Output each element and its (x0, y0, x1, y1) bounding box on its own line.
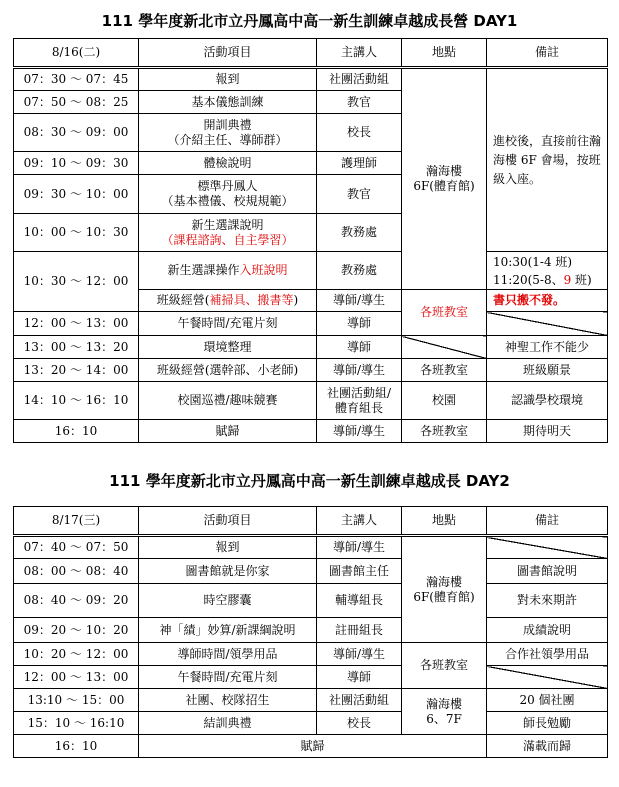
location-header: 地點 (402, 39, 487, 68)
time-cell: 07：40 ～ 07：50 (14, 536, 139, 559)
speaker-cell: 校長 (317, 712, 402, 735)
note-cell: 認識學校環境 (487, 382, 608, 420)
table-row (14, 536, 608, 559)
location-header: 地點 (402, 507, 487, 536)
activity-header: 活動項目 (139, 507, 317, 536)
table-row (14, 559, 608, 584)
time-cell: 13：00 ～ 13：20 (14, 336, 139, 359)
activity-cell: 基本儀態訓練 (139, 91, 317, 114)
speaker-cell: 導師/導生 (317, 359, 402, 382)
note-cell-empty (487, 666, 608, 689)
time-cell: 15：10 ～ 16:10 (14, 712, 139, 735)
activity-cell: 社團、校隊招生 (139, 689, 317, 712)
time-cell: 16：10 (14, 735, 139, 758)
table-row (14, 712, 608, 735)
activity-text: 新生選課操作 (167, 263, 240, 277)
time-cell: 10：20 ～ 12：00 (14, 643, 139, 666)
note-cell: 師長勉勵 (487, 712, 608, 735)
note-cell-empty (487, 312, 608, 336)
speaker-cell: 導師 (317, 666, 402, 689)
activity-cell: 校園巡禮/趣味競賽 (139, 382, 317, 420)
activity-cell: 圖書館就是你家 (139, 559, 317, 584)
table-row (14, 252, 608, 290)
note-cell (487, 252, 608, 290)
speaker-cell: 導師 (317, 336, 402, 359)
speaker-cell: 圖書館主任 (317, 559, 402, 584)
note-cell: 期待明天 (487, 420, 608, 443)
location-line: 6、7F (426, 711, 462, 726)
speaker-cell: 導師/導生 (317, 420, 402, 443)
note-cell: 書只搬不發。 (487, 290, 608, 312)
location-cell-merged (402, 536, 487, 643)
activity-text: 班級經營( (156, 293, 210, 307)
time-cell: 08：00 ～ 08：40 (14, 559, 139, 584)
location-cell-classroom: 各班教室 (402, 290, 487, 336)
note-line (493, 271, 605, 289)
table-header-row (14, 507, 608, 536)
location-line: 6F(體育館) (413, 589, 475, 604)
time-cell: 12：00 ～ 13：00 (14, 666, 139, 689)
note-text-red: 9 (563, 272, 572, 287)
location-cell-merged (402, 689, 487, 735)
activity-cell: 環境整理 (139, 336, 317, 359)
location-cell-empty (402, 336, 487, 359)
activity-line: 開訓典禮 (203, 117, 252, 132)
time-cell: 10：00 ～ 10：30 (14, 214, 139, 252)
time-cell: 08：40 ～ 09：20 (14, 584, 139, 618)
table-row (14, 584, 608, 618)
note-cell-empty (487, 536, 608, 559)
activity-cell: 體檢說明 (139, 152, 317, 175)
note-cell: 班級願景 (487, 359, 608, 382)
time-cell: 12：00 ～ 13：00 (14, 312, 139, 336)
day1-schedule-table (13, 38, 608, 443)
activity-cell: 報到 (139, 536, 317, 559)
location-line: 瀚海樓 (425, 696, 462, 711)
activity-line: （介紹主任、導師群） (167, 132, 288, 147)
note-line: 10:30(1-4 班) (493, 254, 573, 269)
activity-cell (139, 290, 317, 312)
note-text: 11:20(5-8、 (493, 272, 564, 287)
speaker-cell: 註冊組長 (317, 618, 402, 643)
location-cell: 校園 (402, 382, 487, 420)
activity-cell: 時空膠囊 (139, 584, 317, 618)
table-row (14, 382, 608, 420)
activity-line-red: （課程諮詢、自主學習） (161, 232, 294, 247)
activity-cell: 賦歸 (139, 735, 487, 758)
location-cell-classroom: 各班教室 (402, 643, 487, 689)
activity-cell: 結訓典禮 (139, 712, 317, 735)
activity-cell (139, 252, 317, 290)
note-cell: 神聖工作不能少 (487, 336, 608, 359)
note-cell: 對未來期許 (487, 584, 608, 618)
location-line: 瀚海樓 (425, 164, 462, 178)
location-line: 6F(體育館) (413, 179, 475, 193)
activity-cell: 導師時間/領學用品 (139, 643, 317, 666)
time-cell: 16：10 (14, 420, 139, 443)
activity-text-red: 入班說明 (239, 263, 288, 277)
table-row (14, 735, 608, 758)
time-cell: 13：20 ～ 14：00 (14, 359, 139, 382)
note-text: 班) (571, 272, 592, 287)
time-cell: 09：10 ～ 09：30 (14, 152, 139, 175)
activity-text-red: 補掃具、搬書等 (209, 293, 294, 307)
time-cell: 07：30 ～ 07：45 (14, 68, 139, 91)
speaker-cell: 社團活動組 (317, 68, 402, 91)
speaker-line: 社團活動組/ (326, 385, 392, 400)
speaker-cell: 社團活動組 (317, 689, 402, 712)
table-row (14, 643, 608, 666)
activity-cell: 午餐時間/充電片刻 (139, 666, 317, 689)
note-cell-merged: 進校後，直接前往瀚海樓 6F 會場，按班級入座。 (487, 68, 608, 252)
table-row (14, 336, 608, 359)
note-cell: 20 個社團 (487, 689, 608, 712)
note-cell: 合作社領學用品 (487, 643, 608, 666)
speaker-header: 主講人 (317, 507, 402, 536)
day2-title: 111 學年度新北市立丹鳳高中高一新生訓練卓越成長 DAY2 (109, 472, 510, 490)
time-cell: 08：30 ～ 09：00 (14, 114, 139, 152)
activity-line: 標準丹鳳人 (197, 179, 258, 193)
table-row (14, 312, 608, 336)
activity-cell: 報到 (139, 68, 317, 91)
date-header: 8/17(三) (14, 507, 139, 536)
speaker-cell: 教務處 (317, 252, 402, 290)
table-header-row (14, 39, 608, 68)
speaker-cell: 導師 (317, 312, 402, 336)
activity-text: ) (293, 293, 299, 307)
activity-line: 新生選課說明 (191, 217, 264, 232)
table-row (14, 689, 608, 712)
speaker-cell: 導師/導生 (317, 643, 402, 666)
speaker-cell (317, 382, 402, 420)
time-cell: 13:10 ～ 15：00 (14, 689, 139, 712)
time-cell: 07：50 ～ 08：25 (14, 91, 139, 114)
activity-cell (139, 175, 317, 214)
activity-cell: 賦歸 (139, 420, 317, 443)
speaker-cell: 導師/導生 (317, 536, 402, 559)
speaker-cell: 導師/導生 (317, 290, 402, 312)
speaker-cell: 教務處 (317, 214, 402, 252)
speaker-cell: 護理師 (317, 152, 402, 175)
speaker-line: 體育組長 (334, 400, 383, 415)
time-cell: 09：30 ～ 10：00 (14, 175, 139, 214)
speaker-cell: 輔導組長 (317, 584, 402, 618)
table-row (14, 420, 608, 443)
location-line: 瀚海樓 (425, 574, 462, 589)
time-cell: 14：10 ～ 16：10 (14, 382, 139, 420)
activity-line: （基本禮儀、校規規範） (161, 194, 294, 208)
speaker-cell: 教官 (317, 175, 402, 214)
speaker-header: 主講人 (317, 39, 402, 68)
activity-cell: 神「績」妙算/新課綱說明 (139, 618, 317, 643)
activity-cell: 午餐時間/充電片刻 (139, 312, 317, 336)
date-header: 8/16(二) (14, 39, 139, 68)
table-row (14, 618, 608, 643)
speaker-cell: 教官 (317, 91, 402, 114)
note-header: 備註 (487, 507, 608, 536)
activity-cell (139, 114, 317, 152)
location-cell-merged (402, 68, 487, 290)
note-header: 備註 (487, 39, 608, 68)
note-cell: 成績說明 (487, 618, 608, 643)
speaker-cell: 校長 (317, 114, 402, 152)
location-cell: 各班教室 (402, 420, 487, 443)
activity-cell (139, 214, 317, 252)
note-cell: 圖書館說明 (487, 559, 608, 584)
activity-header: 活動項目 (139, 39, 317, 68)
day2-schedule-table (13, 506, 608, 758)
day1-title: 111 學年度新北市立丹鳳高中高一新生訓練卓越成長營 DAY1 (101, 12, 518, 30)
table-row (14, 359, 608, 382)
note-cell: 滿載而歸 (487, 735, 608, 758)
time-cell: 09：20 ～ 10：20 (14, 618, 139, 643)
activity-cell: 班級經營(選幹部、小老師) (139, 359, 317, 382)
location-cell: 各班教室 (402, 359, 487, 382)
table-row (14, 68, 608, 91)
table-row (14, 666, 608, 689)
time-cell: 10：30 ～ 12：00 (14, 252, 139, 312)
